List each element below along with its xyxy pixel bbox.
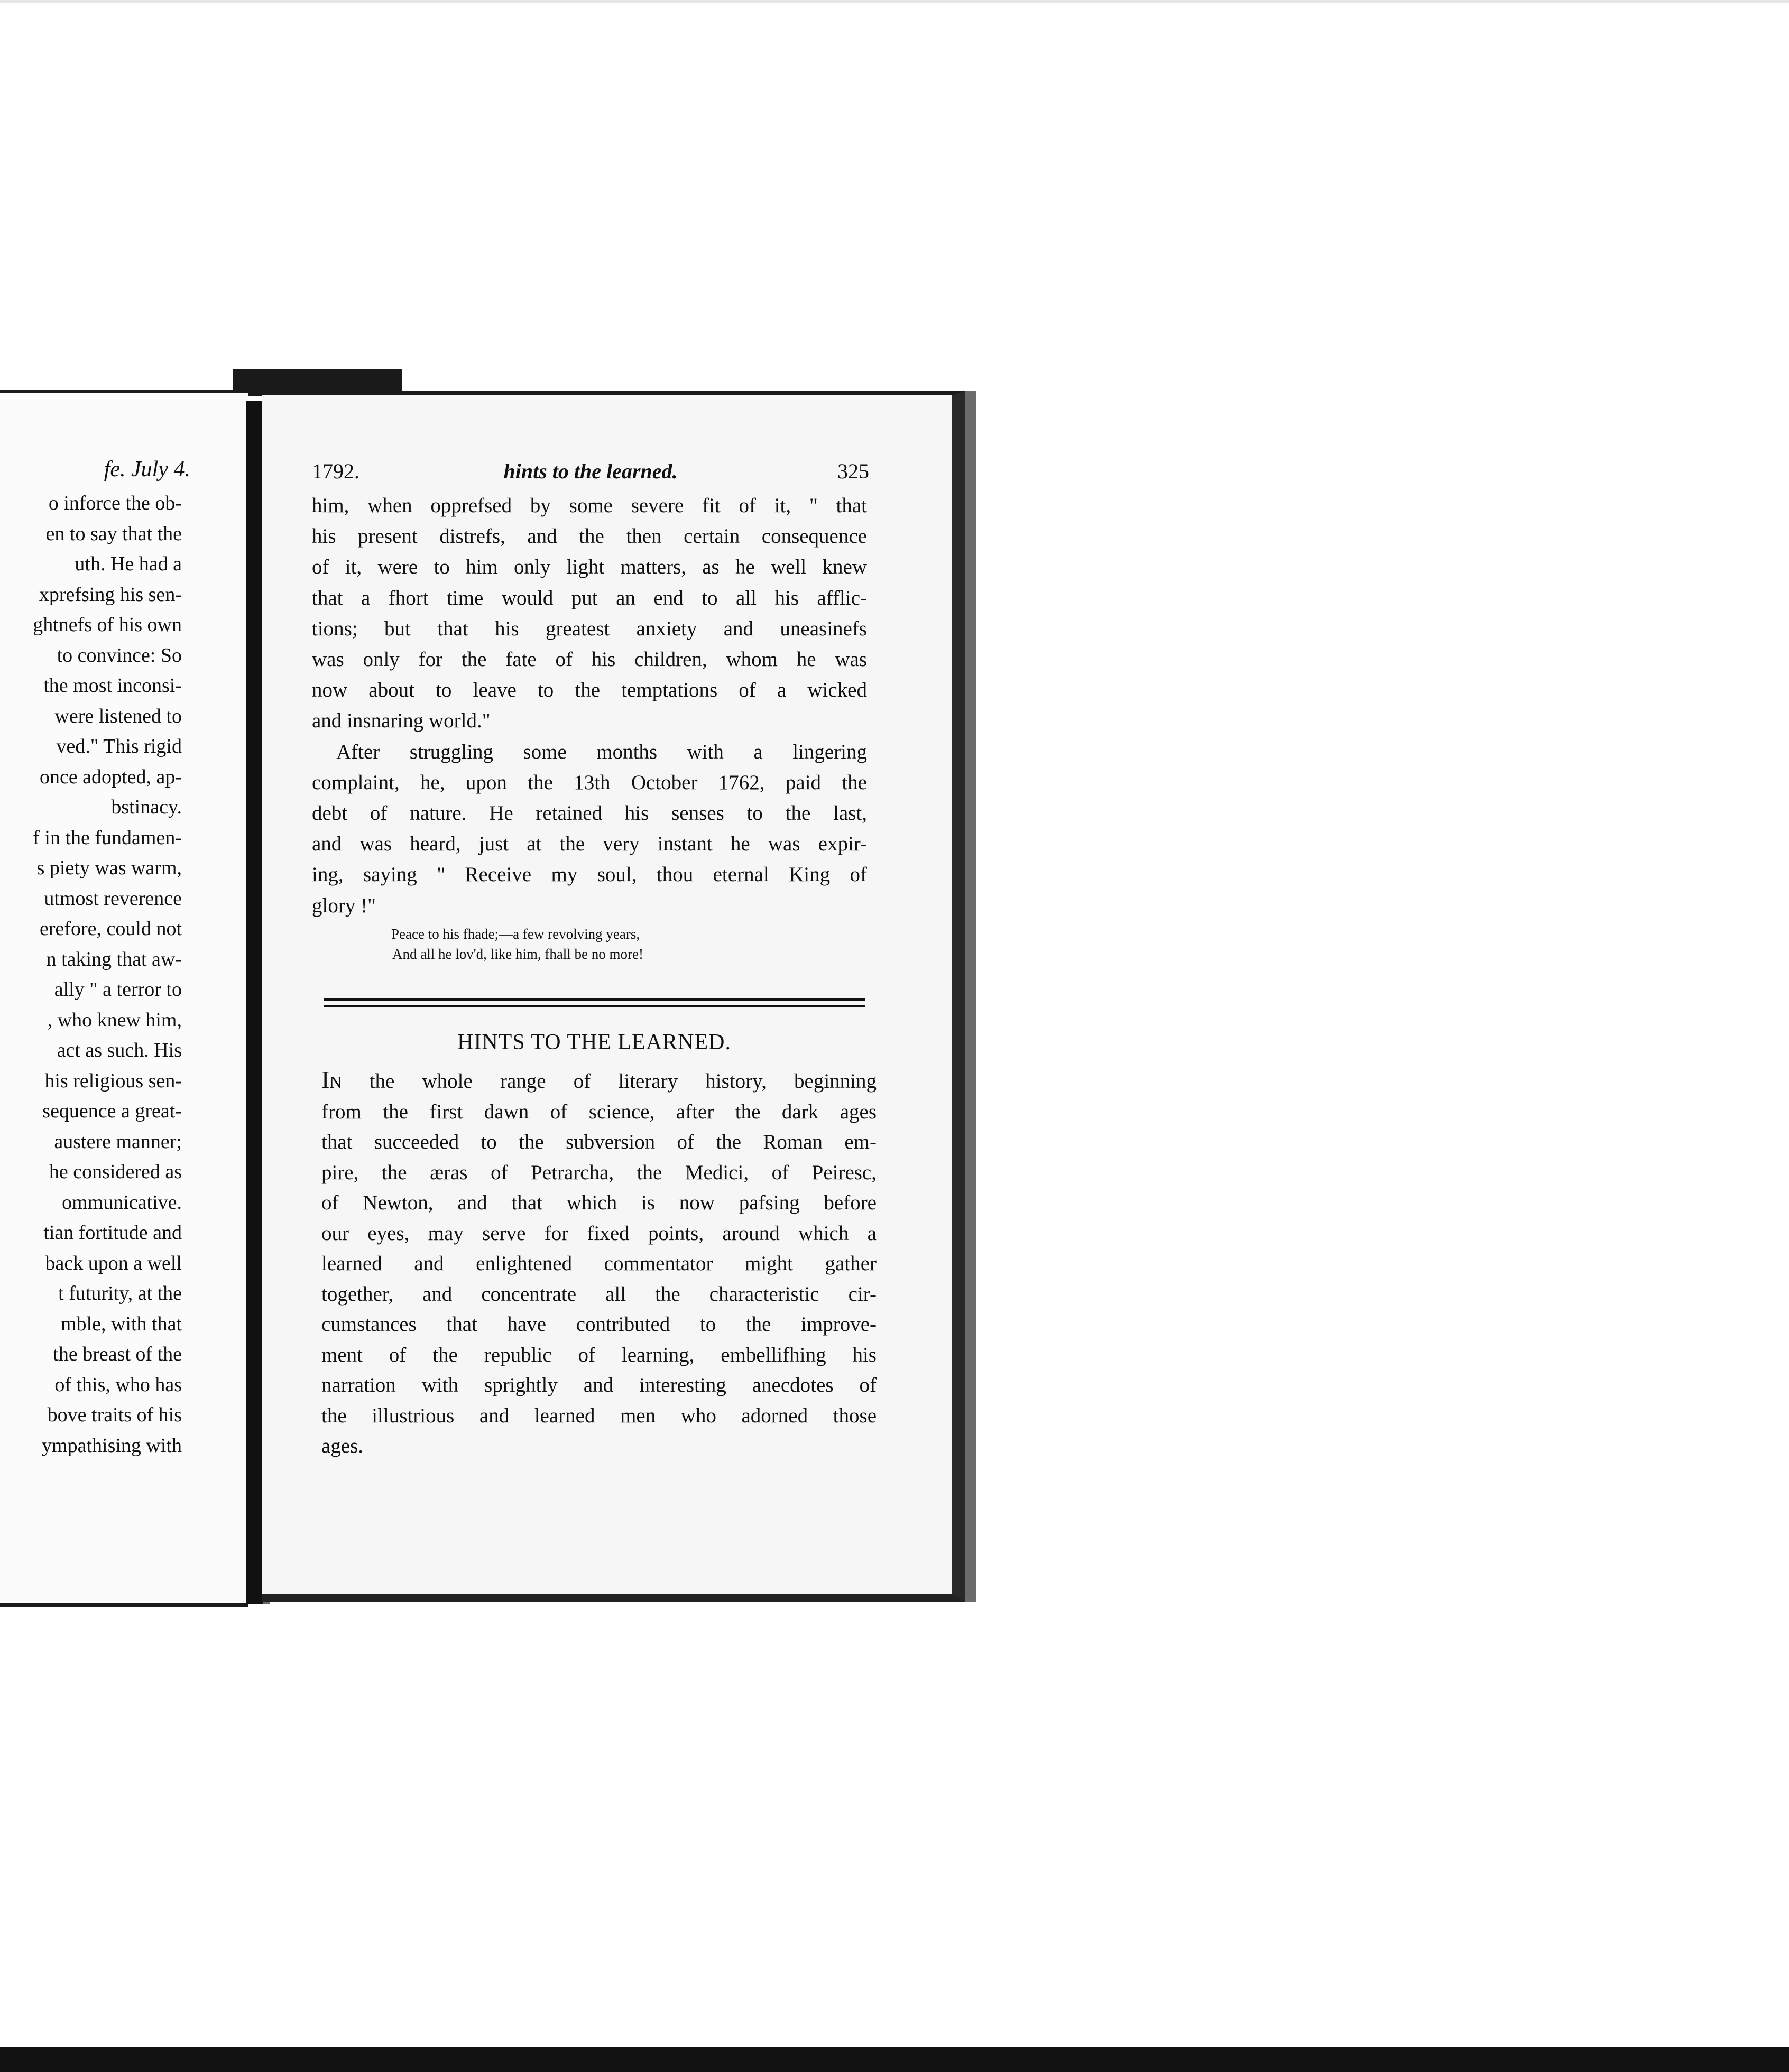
page-edge-shadow [965, 391, 976, 1602]
article-text [321, 1065, 877, 1462]
text-line: to convince: So [57, 644, 182, 667]
text-line: of this, who has [54, 1373, 182, 1396]
text-line: of Newton, and that which is now pafsing before [321, 1191, 877, 1214]
running-header [312, 459, 869, 488]
text-line: together, and concentrate all the characteristic cir- [321, 1282, 877, 1306]
text-line: ally " a terror to [54, 978, 182, 1001]
book-gutter [246, 401, 263, 1604]
text-line: his religious sen- [44, 1069, 182, 1092]
text-line: from the first dawn of science, after the dark ages [321, 1100, 877, 1123]
text-line: narration with sprightly and interesting anecdotes of [321, 1374, 877, 1396]
text-line: back upon a well [45, 1252, 182, 1274]
text-line: sequence a great- [42, 1100, 182, 1122]
article-title: HINTS TO THE LEARNED. [457, 1030, 731, 1054]
text-line: the breast of the [53, 1343, 182, 1365]
text-line: tian fortitude and [43, 1222, 182, 1244]
text-line [321, 1065, 877, 1097]
text-line: xprefsing his sen- [39, 583, 182, 606]
text-line: f in the fundamen- [33, 826, 182, 849]
text-line: mble, with that [60, 1312, 182, 1335]
header-year: 1792. [312, 459, 359, 483]
text-line: ommunicative. [62, 1191, 182, 1214]
text-line: learned and enlightened commentator might gather [321, 1252, 877, 1275]
text-line: ages. [321, 1435, 364, 1457]
text-line: After struggling some months with a lingering [336, 740, 867, 763]
text-line: and was heard, just at the very instant he was expir- [312, 832, 867, 856]
text-line: him, when opprefsed by some severe fit of it, " that [312, 494, 867, 517]
text-line: was only for the fate of his children, whom he was [312, 648, 867, 671]
verse-line: And all he lov'd, like him, fhall be no more! [392, 946, 644, 962]
text-line: and insnaring world." [312, 709, 491, 733]
text-line: of it, were to him only light matters, as he well knew [312, 556, 867, 579]
text-line: once adopted, ap- [39, 765, 182, 788]
text-line: n taking that aw- [46, 948, 182, 970]
text-line: debt of nature. He retained his senses to the last, [312, 802, 867, 825]
text-line: s piety was warm, [36, 857, 182, 879]
text-line: austere manner; [54, 1130, 182, 1153]
text-line: bove traits of his [47, 1404, 182, 1426]
text-line: the illustrious and learned men who adorned those [321, 1404, 877, 1427]
text-line: ympathising with [42, 1434, 182, 1457]
text-line: that succeeded to the subversion of the Roman em- [321, 1131, 877, 1153]
text-line: complaint, he, upon the 13th October 1762, paid the [312, 771, 867, 794]
left-page-text [0, 488, 182, 1461]
text-line: ing, saying " Receive my soul, thou eternal King of [312, 863, 867, 886]
left-page-header: fe. July 4. [104, 457, 190, 482]
right-page [262, 391, 965, 1602]
text-line: glory !" [312, 894, 376, 917]
text-line: t futurity, at the [58, 1282, 182, 1305]
text-line: ghtnefs of his own [33, 614, 182, 636]
text-line: the most inconsi- [43, 674, 182, 697]
text-line: our eyes, may serve for fixed points, around which a [321, 1222, 877, 1245]
text-line: tions; but that his greatest anxiety and uneasinefs [312, 617, 867, 640]
scan-top-edge [0, 0, 1789, 3]
text-line: pire, the æras of Petrarcha, the Medici, of Peiresc, [321, 1161, 877, 1184]
verse-line: Peace to his fhade;—a few revolving years, [391, 926, 640, 942]
text-line: act as such. His [57, 1039, 182, 1061]
left-page [0, 390, 248, 1607]
section-rule-thick [324, 998, 865, 1001]
epitaph-verse [391, 924, 643, 964]
text-line: utmost reverence [44, 887, 182, 910]
text-line: , who knew him, [47, 1009, 182, 1031]
body-text [312, 491, 867, 921]
page-number: 325 [837, 459, 869, 483]
text-line: he considered as [49, 1161, 182, 1183]
scan-bottom-edge [0, 2047, 1789, 2072]
text-line: en to say that the [45, 522, 182, 545]
text-line: uth. He had a [75, 553, 182, 575]
text-line: erefore, could not [39, 918, 182, 940]
text-line: ved." This rigid [56, 735, 182, 757]
text-line: ment of the republic of learning, embellifhing his [321, 1343, 877, 1366]
text-line: now about to leave to the temptations of a wicked [312, 679, 867, 702]
header-title: hints to the learned. [503, 459, 678, 483]
section-rule-thin [324, 1005, 865, 1007]
text-line: his present distrefs, and the then certain consequence [312, 525, 867, 548]
text-run: the whole range of literary history, beginning [342, 1070, 877, 1093]
drop-cap: In [321, 1066, 342, 1093]
text-line: o inforce the ob- [48, 492, 182, 514]
text-line: were listened to [54, 705, 182, 727]
text-line: that a fhort time would put an end to all his afflic- [312, 586, 867, 609]
text-line: bstinacy. [111, 796, 182, 818]
text-line: cumstances that have contributed to the improve- [321, 1313, 877, 1336]
